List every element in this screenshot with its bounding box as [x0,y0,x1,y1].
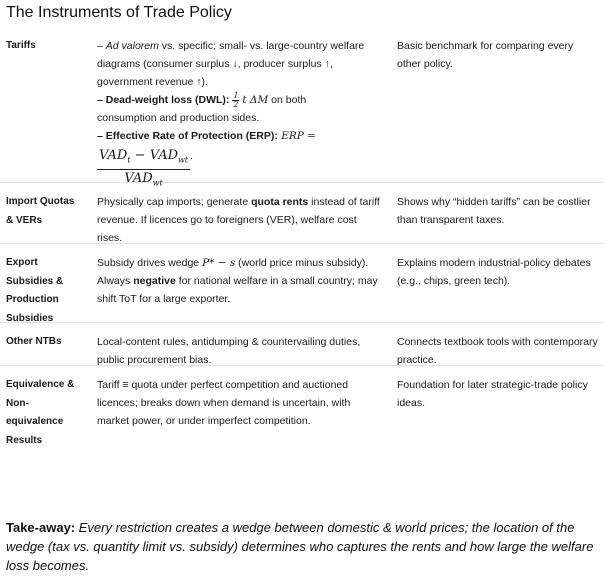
use-cell: Connects textbook tools with contemporary practice. [397,336,598,366]
tariff-line-1-rest: vs. specific; small- vs. large-country welfare [158,40,365,52]
tariff-line-5: consumption and production sides. [97,112,260,124]
instrument-cell: Tariffs [6,40,36,51]
dwl-tail: on both [268,94,307,106]
tariff-line-1: – Ad valorem vs. specific; small- vs. large-country welfare [97,40,365,52]
tariff-line-2: diagrams (consumer surplus ↓, producer surplus ↑, [97,58,333,70]
dwl-fraction-numerator: 1 [233,90,239,100]
table-row-export-subsidies [0,244,604,323]
description-cell: Local-content rules, antidumping & countervailing duties, public procurement bias. [97,336,361,366]
description-cell [83,37,383,188]
instrument-cell: Export Subsidies & Production Subsidies [6,257,64,324]
negative-term: negative [133,275,176,287]
quota-rents-term: quota rents [251,196,309,208]
table-row-tariffs [0,30,604,188]
tariff-line-3: government revenue ↑). [97,76,208,88]
erp-line [97,127,383,145]
erp-formula [97,145,383,191]
table-row-other-ntbs [0,323,604,366]
instruments-table [0,30,604,451]
wedge-expression: P* − s [202,257,236,269]
erp-label: – Effective Rate of Protection (ERP): [97,130,278,142]
dwl-half-fraction [232,92,239,109]
instrument-cell: Other NTBs [6,336,62,347]
dwl-expression: t ΔM [242,94,269,106]
description-cell: Tariff ≡ quota under perfect competition and auctioned licences; breaks down when demand is uncertain, with market power, or under imperfect competition. [97,379,351,427]
table-row-equivalence [0,366,604,451]
takeaway-text: Every restriction creates a wedge between domestic & world prices; the location of the wedge (tax vs. quantity limit vs. subsidy) determines who captures the rents and how large the welfare loss becomes. [6,520,594,573]
description-cell: Subsidy drives wedge P* − s (world price minus subsidy). Always negative for national welfare in a small country; may shift ToT for a large exporter. [97,257,378,305]
erp-denominator: $VAD_{wt}$ [124,170,163,188]
takeaway-label: Take-away: [6,520,76,535]
dwl-line [97,91,383,109]
use-cell: Basic benchmark for comparing every other policy. [397,40,574,70]
erp-period: . [190,150,194,162]
dwl-label: – Dead-weight loss (DWL): [97,94,230,106]
erp-numerator: $VAD_t - VAD_{wt}$ [97,147,190,170]
instrument-cell: Import Quotas & VERs [6,196,75,226]
erp-fraction [97,147,190,191]
instrument-cell: Equivalence & Non-equivalence Results [6,379,75,446]
erp-lhs: ERP = [277,130,316,142]
page-title: The Instruments of Trade Policy [6,4,232,21]
description-cell: Physically cap imports; generate quota rents instead of tariff revenue. If licences go to foreigners (VER), welfare cost rises. [97,196,380,244]
use-cell: Explains modern industrial-policy debates (e.g., chips, green tech). [397,257,591,287]
use-cell: Shows why “hidden tariffs” can be costlier than transparent taxes. [397,196,591,226]
takeaway-paragraph [6,518,600,575]
ad-valorem-term: Ad valorem [105,40,159,52]
use-cell: Foundation for later strategic-trade policy ideas. [397,379,588,409]
table-row-import-quotas [0,183,604,244]
dwl-fraction-denominator: 2 [233,99,239,109]
